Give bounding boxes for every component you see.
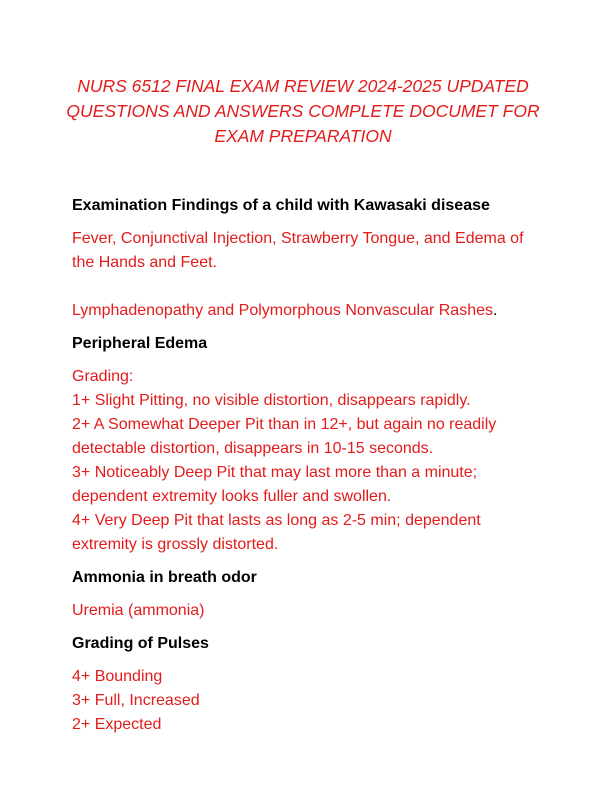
answer-line: dependent extremity looks fuller and swollen.: [72, 488, 392, 505]
question-heading-peripheral-edema: Peripheral Edema: [72, 335, 208, 352]
answer-line: 3+ Full, Increased: [72, 692, 200, 709]
title-line: QUESTIONS AND ANSWERS COMPLETE DOCUMET FOR: [66, 101, 540, 121]
answer-ammonia-breath: [72, 599, 552, 623]
question-heading-pulse-grading: Grading of Pulses: [72, 635, 209, 652]
trailing-period: .: [493, 302, 498, 319]
question-heading-kawasaki: Examination Findings of a child with Kawasaki disease: [72, 197, 490, 214]
question-heading-ammonia-breath: Ammonia in breath odor: [72, 569, 257, 586]
answer-line: 3+ Noticeably Deep Pit that may last more than a minute;: [72, 464, 478, 481]
answer-line: 2+ A Somewhat Deeper Pit than in 12+, but again no readily: [72, 416, 497, 433]
answer-line: 1+ Slight Pitting, no visible distortion, disappears rapidly.: [72, 392, 471, 409]
answer-line: Fever, Conjunctival Injection, Strawberry Tongue, and Edema of: [72, 230, 524, 247]
answer-line: 4+ Very Deep Pit that lasts as long as 2-5 min; dependent: [72, 512, 481, 529]
answer-line: extremity is grossly distorted.: [72, 536, 279, 553]
answer-line: 2+ Expected: [72, 716, 162, 733]
answer-kawasaki: [72, 227, 552, 323]
answer-line-text: Lymphadenopathy and Polymorphous Nonvascular Rashes: [72, 302, 493, 319]
answer-peripheral-edema: [72, 365, 552, 557]
document-title: [60, 74, 546, 149]
answer-line: 4+ Bounding: [72, 668, 163, 685]
title-line: NURS 6512 FINAL EXAM REVIEW 2024-2025 UPDATED: [77, 76, 529, 96]
answer-line: Uremia (ammonia): [72, 602, 205, 619]
answer-line: Grading:: [72, 368, 134, 385]
qa-content: [72, 194, 552, 746]
answer-pulse-grading: [72, 665, 552, 737]
blank-line: [72, 275, 552, 299]
title-line: EXAM PREPARATION: [214, 126, 392, 146]
answer-line: [72, 299, 552, 323]
answer-line: detectable distortion, disappears in 10-15 seconds.: [72, 440, 434, 457]
answer-line: the Hands and Feet.: [72, 254, 217, 271]
